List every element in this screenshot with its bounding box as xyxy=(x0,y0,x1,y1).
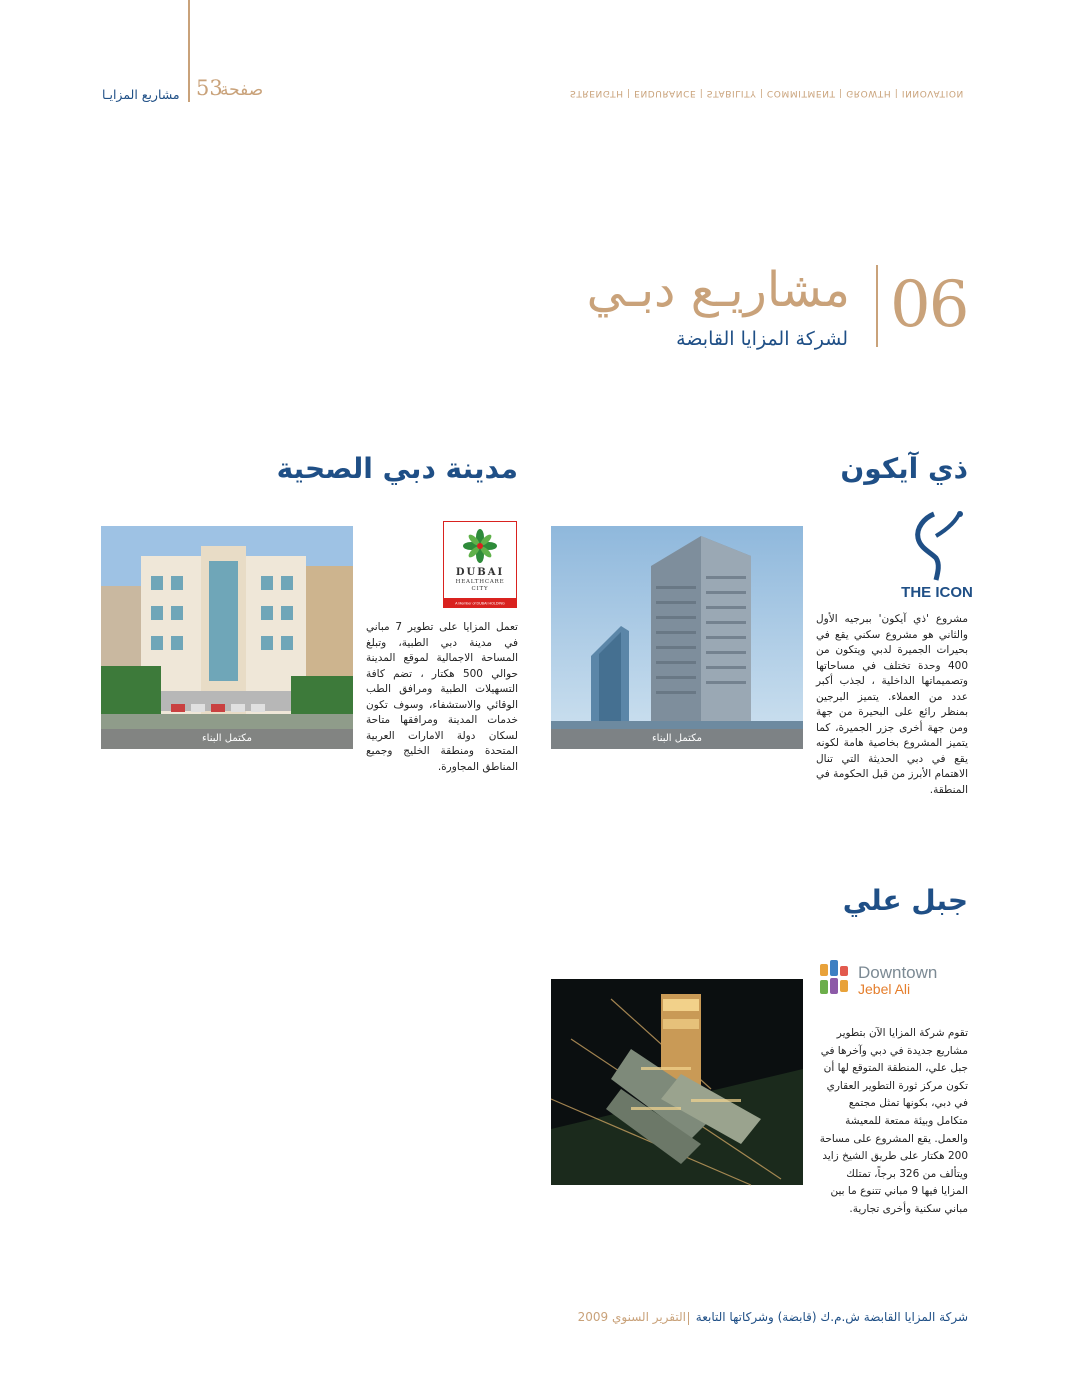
the-icon-photo xyxy=(551,526,803,749)
downtown-logo-line2: Jebel Ali xyxy=(858,981,911,997)
header-values-line: STRENGTH | ENDURANCE | STABILITY | COMMITMENT | GROWTH | INNOVATION xyxy=(570,88,964,98)
chapter-title: مشاريـع دبـي xyxy=(586,262,850,318)
healthcare-building-image xyxy=(101,526,353,749)
dubai-healthcare-city-logo xyxy=(443,521,517,608)
the-icon-logo xyxy=(901,508,973,601)
page-number: 53 xyxy=(196,76,223,100)
towers-image xyxy=(551,526,803,749)
project-title-the-icon: ذي آيكون xyxy=(840,452,968,485)
the-icon-body-text: مشروع 'ذي آيكون' ببرجيه الأول والثاني هو مشروع سكني يقع في بحيرات الجميرة لدبي ويتكون من 400 وحدة تختلف في مساحاتها وتصميماتها الداخلية ، لجذب أكبر عدد من العملاء. يتميز البرجين بمنظر رائع على البحيرة من جهة ومن جهة أخرى جزر الجميرة، كما يتميز المشروع بخاصية هامة لكونه يقع في دبي الحديثة التي تنال الاهتمام الأبرز من قبل الحكومة في المنطقة. xyxy=(816,613,968,796)
header-vertical-rule xyxy=(188,0,190,102)
downtown-logo-line1: Downtown xyxy=(858,963,938,982)
dhcc-logo-line1: DUBAI xyxy=(455,567,505,578)
chapter-divider xyxy=(876,265,878,347)
jebel-ali-render xyxy=(551,979,803,1185)
jebel-ali-body-text: تقوم شركة المزايا الآن بتطوير مشاريع جديدة في دبي وآخرها في جبل علي، المنطقة المتوقع لها أن تكون مركز ثورة التطوير العقاري في دبي، بكونها تمثل مجتمع متكامل وبيئة ممتعة للمعيشة والعمل. يقع المشروع على مساحة 200 هكتار على طريق الشيخ زايد ويتألف من 326 برجاً، تمتلك المزايا فيها 9 مباني تتنوع ما بين مباني سكنية وأخرى تجارية. xyxy=(819,1027,968,1215)
footer-report-title: التقرير السنوي 2009 xyxy=(577,1310,686,1324)
downtown-jebel-ali-logo-mark xyxy=(818,956,968,1000)
footer-company-name: شركة المزايا القابضة ش.م.ك (قابضة) وشركاتها التابعة xyxy=(695,1310,968,1324)
dhcc-logo-line2: HEALTHCARE xyxy=(455,579,505,585)
chapter-number: 06 xyxy=(890,268,968,342)
page-label: صفحة xyxy=(220,80,264,100)
project-title-dubai-healthcare-city: مدينة دبي الصحية xyxy=(276,452,518,485)
downtown-jebel-ali-logo xyxy=(818,956,968,1000)
dubai-healthcare-city-body-text: تعمل المزايا على تطوير 7 مباني في مدينة دبي الطبية، وتبلغ المساحة الاجمالية لموقع المدينة حوالي 500 هكتار ، تضم كافة التسهيلات الطبية ومرافق الطب الوقائي والاستشفاء، وسوف تكون خدمات المدينة ومرافقها متاحة لسكان دولة الامارات العربية المتحدة ومنطقة الخليج وجميع المناطق المجاورة. xyxy=(366,621,518,773)
the-icon-logo-text: THE ICON xyxy=(901,584,973,601)
project-title-jebel-ali: جبل علي xyxy=(842,884,968,917)
the-icon-logo-mark xyxy=(901,508,973,601)
the-icon-photo-caption: مكتمل البناء xyxy=(551,729,803,749)
header-section-name: مشاريع المزايـا xyxy=(102,87,180,102)
dhcc-logo-mark xyxy=(444,522,516,607)
dhcc-logo-line3: CITY xyxy=(471,586,489,592)
dhcc-logo-line4: A Member of DUBAI HOLDING xyxy=(455,601,505,606)
dubai-healthcare-city-photo-caption: مكتمل البناء xyxy=(101,729,353,749)
footer-separator xyxy=(688,1312,689,1325)
jebel-ali-night-render-image xyxy=(551,979,803,1185)
dubai-healthcare-city-photo xyxy=(101,526,353,749)
chapter-subtitle: لشركة المزايا القابضة xyxy=(676,328,848,350)
